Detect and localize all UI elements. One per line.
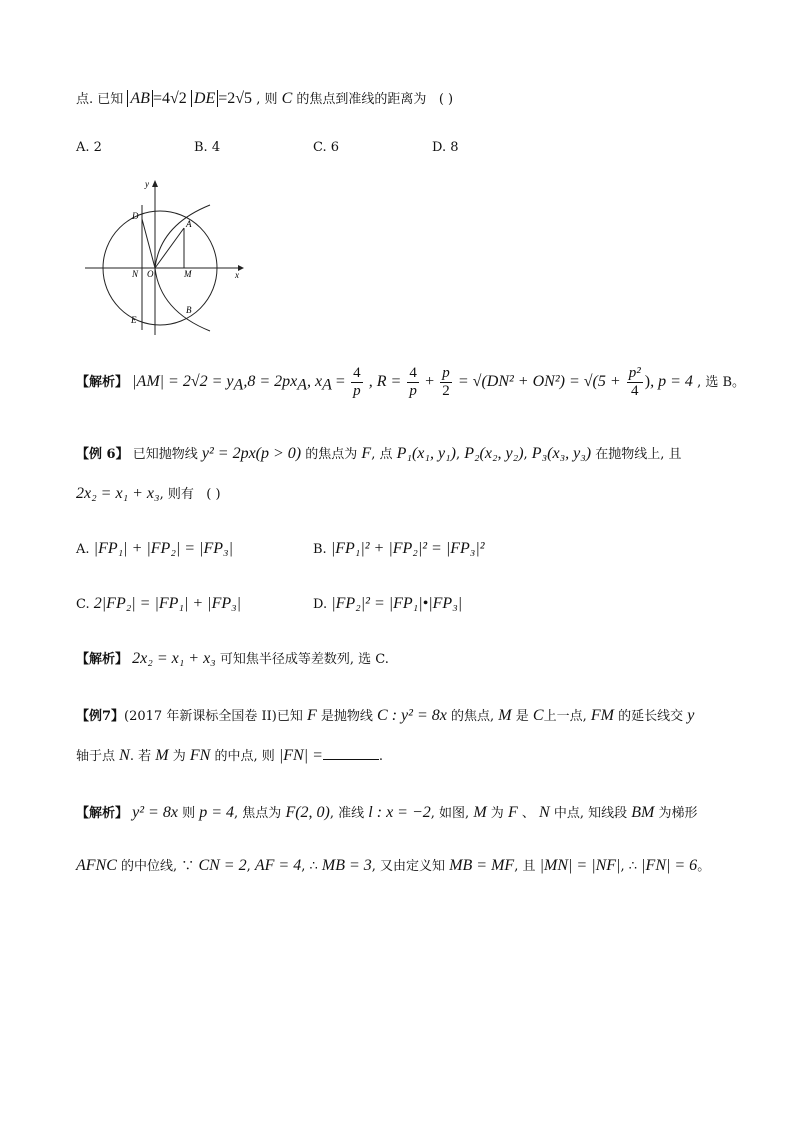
q6-stem-line2: 2x₂ = x₁ + x₃, 则有 ( ) bbox=[76, 485, 221, 502]
label-b: B bbox=[186, 305, 192, 315]
q5-choice-b: B. 4 bbox=[194, 140, 221, 155]
q7-stem-line1: 【例7】(2017 年新课标全国卷 II)已知 F 是抛物线 C : y² = 8x 的焦点, M 是 C上一点, FM 的延长线交 y bbox=[76, 707, 695, 724]
answer-paren: ( ) bbox=[206, 487, 221, 502]
label-o: O bbox=[147, 269, 154, 279]
label-a: A bbox=[186, 219, 192, 229]
y-axis-arrow bbox=[152, 180, 158, 187]
math-ab: AB bbox=[127, 90, 153, 107]
label-n: N bbox=[132, 269, 139, 279]
q6-choice-d: D. |FP₂|² = |FP₁|•|FP₃| bbox=[313, 595, 463, 612]
fraction: $\frac{4}{p}$ bbox=[353, 365, 361, 399]
label-x: x bbox=[235, 270, 239, 280]
q7-stem-line2: 轴于点 N. 若 M 为 FN 的中点, 则 |FN| = . bbox=[76, 747, 384, 764]
q6-choice-b: B. |FP₁|² + |FP₂|² = |FP₃|² bbox=[313, 540, 485, 557]
label-m: M bbox=[184, 269, 192, 279]
q5-choice-d: D. 8 bbox=[432, 140, 459, 155]
q5-figure bbox=[80, 175, 250, 340]
q5-choice-a: A. 2 bbox=[76, 140, 102, 155]
q5-choice-c: C. 6 bbox=[313, 140, 340, 155]
q6-choice-c: C. 2|FP₂| = |FP₁| + |FP₃| bbox=[76, 595, 242, 612]
q6-stem-line1: 【例 6】 已知抛物线 y² = 2px(p > 0) 的焦点为 F, 点 P₁(x₁, y₁), P₂(x₂, y₂), P₃(x₃, y₃) 在抛物线上, 且 bbox=[76, 445, 682, 462]
math-de: DE bbox=[191, 90, 218, 107]
answer-blank[interactable] bbox=[323, 745, 379, 760]
segment-oa bbox=[155, 228, 184, 268]
fraction: $\frac{\text{p²}}{4}$ bbox=[628, 365, 641, 399]
q5-stem: 点. 已知 AB =4√2 DE =2√5 , 则 C 的焦点到准线的距离为 ( ) bbox=[76, 90, 454, 107]
answer-paren: ( ) bbox=[438, 92, 454, 107]
fraction: $\frac{p}{2}$ bbox=[442, 365, 450, 399]
label-d: D bbox=[132, 211, 139, 221]
fraction: $\frac{4}{p}$ bbox=[409, 365, 417, 399]
label-e: E bbox=[131, 315, 137, 325]
q6-analysis: 【解析】 2x₂ = x₁ + x₃ 可知焦半径成等差数列, 选 C. bbox=[76, 650, 389, 667]
label-y: y bbox=[145, 179, 149, 189]
segment-od bbox=[142, 219, 155, 268]
q5-analysis: 【解析】 $|AM| = 2√2 = y_A,8 = 2px_A$, $x_A$ = $\frac{4}{p}$ , R = $\frac{4}{p}$ + $\frac{p}{2}$ = √(DN² + ON²) = √(5 + $\frac{\text{p²}}{4}$ ), p = 4 , 选 B。 bbox=[76, 365, 746, 399]
q6-choice-a: A. |FP₁| + |FP₂| = |FP₃| bbox=[76, 540, 233, 557]
q7-analysis-line2: AFNC 的中位线, ∵ CN = 2, AF = 4, ∴ MB = 3, 又由定义知 MB = MF, 且 |MN| = |NF|, ∴ |FN| = 6。 bbox=[76, 857, 711, 874]
q7-analysis-line1: 【解析】 y² = 8x 则 p = 4, 焦点为 F(2, 0), 准线 l : x = −2, 如图, M 为 F 、 N 中点, 知线段 BM 为梯形 bbox=[76, 804, 698, 821]
